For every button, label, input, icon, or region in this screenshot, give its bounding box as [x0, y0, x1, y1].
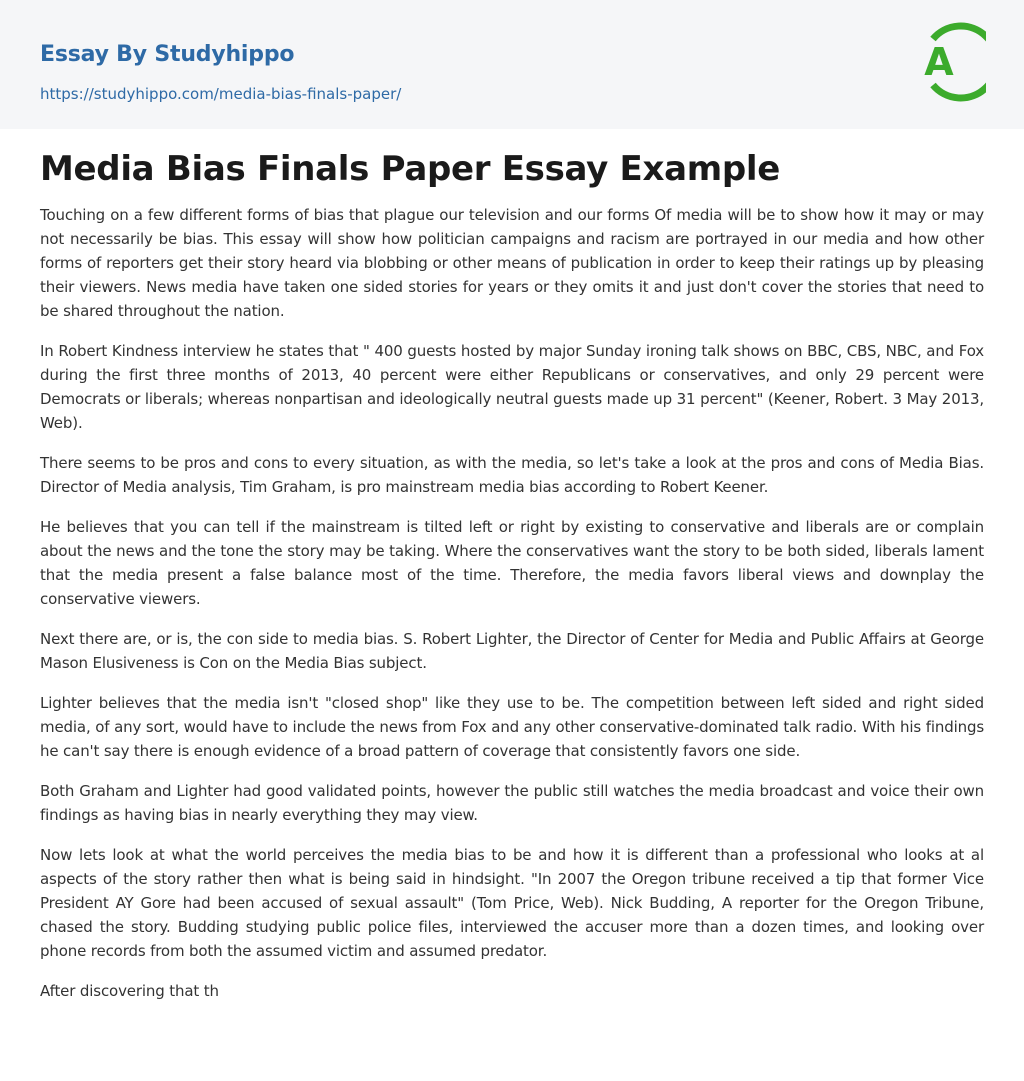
site-header	[0, 0, 1024, 129]
paragraph: Next there are, or is, the con side to media bias. S. Robert Lighter, the Director of Center for Media and Public Affairs at George Mason Elusiveness is Con on the Media Bias subject.	[40, 630, 984, 672]
studyhippo-logo-icon[interactable]	[912, 20, 986, 104]
essay-url-link[interactable]: https://studyhippo.com/media-bias-finals-paper/	[40, 85, 402, 103]
paragraph: Both Graham and Lighter had good validated points, however the public still watches the media broadcast and voice their own findings as having bias in nearly everything they may view.	[40, 782, 984, 824]
article	[0, 149, 1024, 1003]
paragraph-truncated: After discovering that th	[40, 982, 219, 1000]
paragraph: In Robert Kindness interview he states that " 400 guests hosted by major Sunday ironing talk shows on BBC, CBS, NBC, and Fox during the first three months of 2013, 40 percent were either Republicans or conservatives, and only 29 percent were Democrats or liberals; whereas nonpartisan and ideologically neutral guests made up 31 percent" (Keener, Robert. 3 May 2013, Web).	[40, 342, 984, 432]
paragraph: Now lets look at what the world perceives the media bias to be and how it is different than a professional who looks at al aspects of the story rather then what is being said in hindsight. "In 2007 the Oregon tribune received a tip that former Vice President AY Gore had been accused of sexual assault" (Tom Price, Web). Nick Budding, A reporter for the Oregon Tribune, chased the story. Budding studying public police files, interviewed the accuser more than a dozen times, and looking over phone records from both the assumed victim and assumed predator.	[40, 846, 984, 960]
paragraph: He believes that you can tell if the mainstream is tilted left or right by existing to conservative and liberals are or complain about the news and the tone the story may be taking. Where the conservatives want the story to be both sided, liberals lament that the media present a false balance most of the time. Therefore, the media favors liberal views and downplay the conservative viewers.	[40, 518, 984, 608]
brand-title: Essay By Studyhippo	[40, 42, 295, 67]
article-body	[40, 203, 984, 1003]
paragraph: Lighter believes that the media isn't "closed shop" like they use to be. The competition between left sided and right sided media, of any sort, would have to include the news from Fox and any other conservative-dominated talk radio. With his findings he can't say there is enough evidence of a broad pattern of coverage that consistently favors one side.	[40, 694, 984, 760]
logo-letter: A	[924, 40, 954, 84]
paragraph: There seems to be pros and cons to every situation, as with the media, so let's take a look at the pros and cons of Media Bias. Director of Media analysis, Tim Graham, is pro mainstream media bias according to Robert Keener.	[40, 454, 984, 496]
page-title: Media Bias Finals Paper Essay Example	[40, 149, 781, 189]
paragraph: Touching on a few different forms of bias that plague our television and our forms Of media will be to show how it may or may not necessarily be bias. This essay will show how politician campaigns and racism are portrayed in our media and how other forms of reporters get their story heard via blobbing or other means of publication in order to keep their ratings up by pleasing their viewers. News media have taken one sided stories for years or they omits it and just don't cover the stories that need to be shared throughout the nation.	[40, 206, 984, 320]
